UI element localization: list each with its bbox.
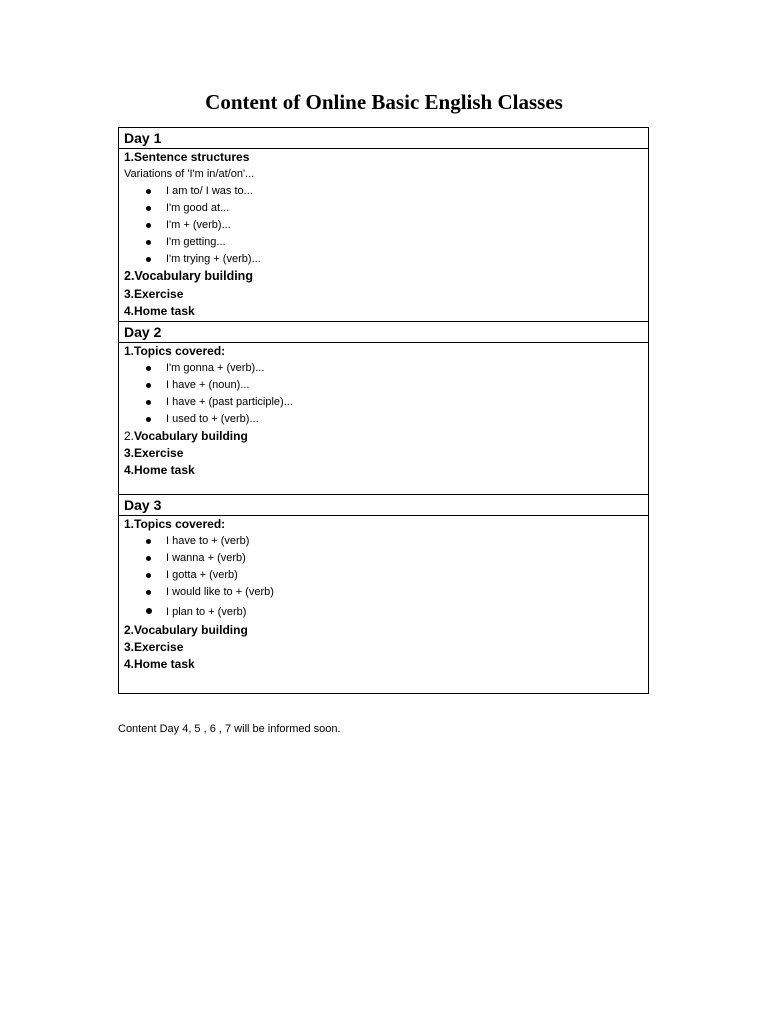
day-2-vocabulary-text: Vocabulary building [134,429,248,443]
list-item [124,411,648,428]
day-2-header: Day 2 [119,322,648,343]
day-2-bullet-list [124,360,648,428]
bullet-icon [146,240,151,245]
day-1-content [119,149,648,322]
bullet-icon [146,257,151,262]
list-item-text: I am to/ I was to... [166,185,253,197]
day-1-topic-heading: 1.Sentence structures [124,150,250,164]
day-2-vocabulary-heading [124,428,648,445]
list-item [124,550,648,567]
list-item-text: I have + (past participle)... [166,396,293,408]
list-item [124,217,648,234]
list-item [124,183,648,200]
day-3-content [119,516,648,693]
day-3-home-task-heading: 4.Home task [124,657,195,671]
list-item-text: I have + (noun)... [166,379,250,391]
day-3-block [119,495,648,693]
bullet-icon [146,539,151,544]
list-item [124,251,648,268]
page-title: Content of Online Basic English Classes [205,90,563,114]
bullet-icon [146,573,151,578]
day-2-exercise-heading: 3.Exercise [124,446,184,460]
list-item-text: I'm getting... [166,236,226,248]
list-item-text: I'm gonna + (verb)... [166,362,265,374]
list-item [124,567,648,584]
schedule-table [118,127,649,694]
bullet-icon [146,400,151,405]
day-3-bullet-list [124,533,648,622]
day-2-vocabulary-number: 2. [124,429,135,443]
day-2-content [119,343,648,495]
list-item [124,360,648,377]
day-3-vocabulary-heading: 2.Vocabulary building [124,623,248,637]
list-item [124,377,648,394]
list-item-text: I'm trying + (verb)... [166,253,261,265]
day-1-bullet-list [124,183,648,268]
list-item [124,584,648,601]
day-1-exercise-heading: 3.Exercise [124,286,184,301]
list-item-text: I plan to + (verb) [166,606,247,618]
bullet-icon [146,223,151,228]
list-item-text: I gotta + (verb) [166,569,238,581]
bullet-icon [146,556,151,561]
list-item-text: I have to + (verb) [166,535,250,547]
bullet-icon [146,608,152,614]
day-3-header: Day 3 [119,495,648,516]
bullet-icon [146,189,151,194]
day-2-home-task-heading: 4.Home task [124,463,195,477]
list-item-text: I wanna + (verb) [166,552,246,564]
bullet-icon [146,383,151,388]
bullet-icon [146,417,151,422]
list-item [124,601,648,622]
day-1-home-task-heading: 4.Home task [124,303,195,318]
list-item-text: I'm + (verb)... [166,219,231,231]
day-3-exercise-heading: 3.Exercise [124,640,184,654]
day-2-block [119,322,648,495]
day-1-header: Day 1 [119,128,648,149]
list-item-text: I would like to + (verb) [166,586,274,598]
list-item [124,394,648,411]
bullet-icon [146,366,151,371]
list-item [124,533,648,550]
day-2-topic-heading: 1.Topics covered: [124,344,226,358]
footer-note: Content Day 4, 5 , 6 , 7 will be informed soon. [118,723,341,735]
list-item-text: I'm good at... [166,202,230,214]
bullet-icon [146,590,151,595]
bullet-icon [146,206,151,211]
day-1-subtext: Variations of 'I'm in/at/on'... [124,168,255,180]
day-3-topic-heading: 1.Topics covered: [124,517,226,531]
list-item [124,200,648,217]
day-1-block [119,128,648,322]
day-1-vocabulary-heading: 2.Vocabulary building [124,269,253,283]
list-item-text: I used to + (verb)... [166,413,259,425]
list-item [124,234,648,251]
